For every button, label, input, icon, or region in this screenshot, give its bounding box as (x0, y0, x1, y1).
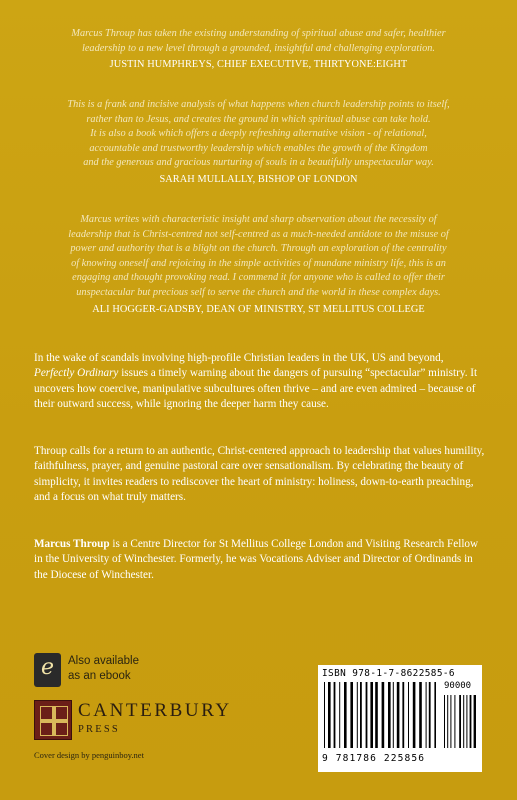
cross-crest-icon (34, 700, 72, 740)
quote-line: power and authority that is a blight on the church. Through an exploration of the centrality (70, 243, 447, 255)
blurb-paragraph-2: Throup calls for a return to an authentic, Christ-centered approach to leadership that values humility, faithfulness, prayer, and genuine pastoral care over sensationalism. By celebrating the beauty of simplicity, it invites readers to rediscover the heart of ministry: holiness, down-to-earth preaching, and a focus on what truly matters. (34, 445, 485, 503)
quote-line: unspectacular but precious self to serve the church and the world in these complex days. (76, 286, 441, 298)
quote-line: Marcus Throup has taken the existing understanding of spiritual abuse and safer, healthier (71, 28, 446, 39)
ebook-glyph: e (40, 655, 55, 680)
publisher-name: CANTERBURY (78, 700, 232, 721)
quote-line: engaging and thought provoking read. I commend it for anyone who is called to offer their (72, 272, 445, 284)
author-bio-text: is a Centre Director for St Mellitus College London and Visiting Research Fellow in the University of Winchester. Formerly, he was Vocations Adviser and Director of Ordinands in the Diocese of Winchester. (34, 538, 479, 581)
publisher-logo (34, 700, 254, 740)
quote-line: leadership that is Christ-centred not self-centred as a much-needed antidote to the misuse of (68, 228, 449, 240)
blurb-text: In the wake of scandals involving high-profile Christian leaders in the UK, US and beyond, (34, 352, 444, 364)
blurb-text: issues a timely warning about the dangers of pursuing “spectacular” ministry. It uncovers how coercive, manipulative subcultures often thrive – and are even admired – because of their outward success, while ignoring the deeper harm they cause. (34, 367, 478, 410)
blurb-paragraph-1 (34, 351, 486, 412)
endorsement-attribution: ALI HOGGER-GADSBY, DEAN OF MINISTRY, ST MELLITUS COLLEGE (92, 303, 425, 315)
isbn-label: ISBN 978-1-7-8622585-6 (322, 668, 455, 679)
quote-line: rather than to Jesus, and creates the ground in which spiritual abuse can take hold. (86, 113, 431, 125)
author-name: Marcus Throup (34, 538, 110, 550)
endorsement-2 (24, 98, 493, 187)
endorsement-attribution: JUSTIN HUMPHREYS, CHIEF EXECUTIVE, THIRTYONE:EIGHT (109, 59, 408, 71)
quote-line: accountable and trustworthy leadership which enables the growth of the Kingdom (89, 142, 428, 154)
addon-bars (444, 695, 476, 748)
publisher-sub: PRESS (78, 724, 120, 735)
quote-line: It is also a book which offers a deeply refreshing alternative vision - of relational, (90, 128, 427, 140)
e-book-icon (34, 653, 61, 687)
quote-line: This is a frank and incisive analysis of what happens when church leadership points to itself, (67, 99, 450, 110)
quote-line: Marcus writes with characteristic insight and sharp observation about the necessity of (80, 214, 437, 225)
ebook-label-line: Also available (68, 655, 139, 667)
cover-design-credit: Cover design by penguinboy.net (34, 750, 144, 760)
author-bio (34, 537, 486, 583)
quote-line: leadership to a new level through a grounded, insightful and challenging exploration. (81, 42, 435, 54)
endorsement-3 (24, 213, 493, 317)
book-title: Perfectly Ordinary (34, 367, 119, 380)
endorsement-quote (24, 27, 493, 56)
ebook-label (68, 654, 188, 684)
ebook-label-line: as an ebook (68, 670, 131, 682)
barcode-bars (324, 682, 436, 748)
quote-line: of knowing oneself and rejoicing in the simple activities of mundane ministry life, this is an (71, 257, 446, 269)
quote-line: and the generous and gracious nurturing of souls in a beautifully unspectacular way. (83, 157, 434, 169)
endorsement-quote (24, 213, 493, 301)
endorsement-1 (24, 27, 493, 72)
ebook-badge (34, 653, 184, 687)
ean-number: 9 781786 225856 (322, 753, 426, 764)
price-addon: 90000 (444, 681, 472, 691)
isbn-barcode (318, 665, 482, 772)
endorsement-quote (24, 98, 493, 171)
endorsement-attribution: SARAH MULLALLY, BISHOP OF LONDON (159, 173, 358, 185)
